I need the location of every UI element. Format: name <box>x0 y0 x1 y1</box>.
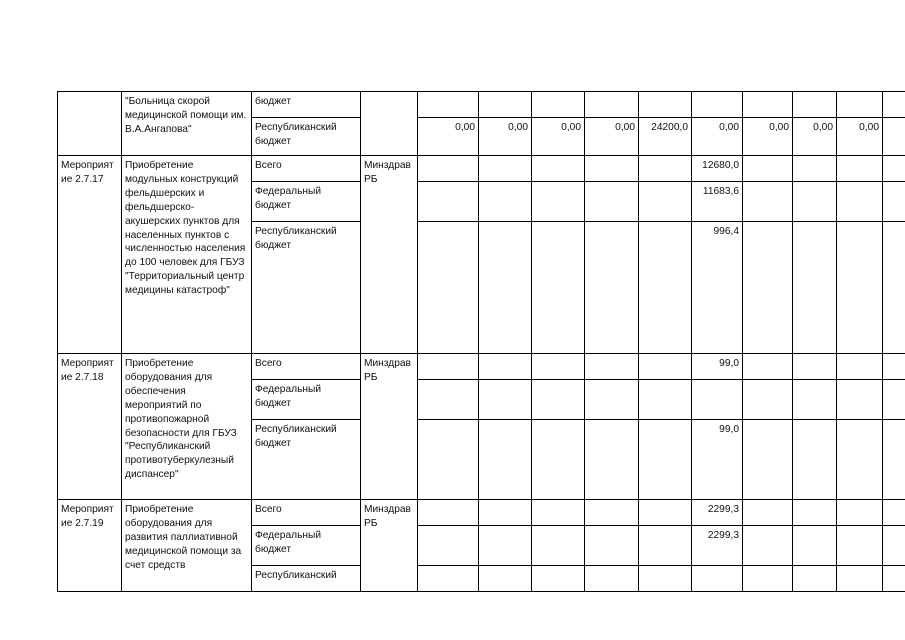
value-cell <box>692 380 743 420</box>
value-cell <box>639 500 692 526</box>
executor-cell: Минздрав РБ <box>361 354 418 500</box>
value-cell <box>793 500 837 526</box>
value-cell <box>585 156 639 182</box>
value-cell <box>479 92 532 118</box>
value-cell <box>585 92 639 118</box>
value-cell <box>883 354 905 380</box>
value-cell <box>883 182 905 222</box>
value-cell <box>743 566 793 592</box>
value-cell <box>639 566 692 592</box>
value-cell <box>639 182 692 222</box>
value-cell <box>532 354 585 380</box>
funding-source-cell: Республиканский <box>252 566 361 592</box>
value-cell <box>585 380 639 420</box>
value-cell <box>585 500 639 526</box>
value-cell <box>418 182 479 222</box>
value-cell: 11683,6 <box>692 182 743 222</box>
value-cell: 99,0 <box>692 354 743 380</box>
value-cell <box>743 92 793 118</box>
value-cell <box>532 156 585 182</box>
value-cell <box>418 420 479 500</box>
budget-table <box>57 91 905 592</box>
table-row <box>58 92 905 118</box>
value-cell <box>793 222 837 354</box>
value-cell <box>532 380 585 420</box>
funding-source-cell: Всего <box>252 156 361 182</box>
measure-title-cell: Приобретение оборудования для развития паллиативной медицинской помощи за счет средств <box>122 500 252 592</box>
value-cell <box>585 354 639 380</box>
funding-source-cell: Федеральный бюджет <box>252 526 361 566</box>
value-cell <box>479 500 532 526</box>
table-row <box>58 156 905 182</box>
value-cell <box>793 182 837 222</box>
value-cell <box>743 420 793 500</box>
funding-source-cell: Федеральный бюджет <box>252 380 361 420</box>
value-cell <box>639 380 692 420</box>
value-cell <box>532 420 585 500</box>
value-cell <box>639 156 692 182</box>
value-cell: 0,00 <box>585 118 639 156</box>
funding-source-cell: Республиканский бюджет <box>252 420 361 500</box>
value-cell <box>837 566 883 592</box>
value-cell <box>479 156 532 182</box>
value-cell: 996,4 <box>692 222 743 354</box>
value-cell: 24200,0 <box>639 118 692 156</box>
table-row <box>58 500 905 526</box>
value-cell <box>837 156 883 182</box>
value-cell <box>585 566 639 592</box>
value-cell <box>837 526 883 566</box>
value-cell: 0,00 <box>532 118 585 156</box>
measure-title-cell: "Больница скорой медицинской помощи им. В.А.Ангапова" <box>122 92 252 156</box>
value-cell <box>793 92 837 118</box>
value-cell <box>883 92 905 118</box>
value-cell <box>883 420 905 500</box>
measure-code-cell: Мероприятие 2.7.17 <box>58 156 122 354</box>
value-cell <box>692 92 743 118</box>
value-cell <box>837 354 883 380</box>
value-cell: 2299,3 <box>692 526 743 566</box>
value-cell <box>883 222 905 354</box>
value-cell: 0,00 <box>743 118 793 156</box>
value-cell: 0,00 <box>837 118 883 156</box>
value-cell <box>585 526 639 566</box>
value-cell <box>532 566 585 592</box>
value-cell <box>479 222 532 354</box>
value-cell <box>479 526 532 566</box>
funding-source-cell: Республиканский бюджет <box>252 118 361 156</box>
value-cell <box>532 526 585 566</box>
value-cell <box>743 354 793 380</box>
value-cell <box>418 156 479 182</box>
value-cell: 0,00 <box>479 118 532 156</box>
funding-source-cell: Всего <box>252 500 361 526</box>
value-cell <box>837 380 883 420</box>
funding-source-cell: бюджет <box>252 92 361 118</box>
value-cell <box>837 182 883 222</box>
value-cell <box>418 526 479 566</box>
value-cell <box>743 526 793 566</box>
value-cell <box>479 420 532 500</box>
value-cell <box>479 380 532 420</box>
funding-source-cell: Республиканский бюджет <box>252 222 361 354</box>
measure-code-cell: Мероприятие 2.7.18 <box>58 354 122 500</box>
value-cell <box>418 500 479 526</box>
value-cell <box>743 156 793 182</box>
value-cell <box>639 222 692 354</box>
value-cell <box>883 380 905 420</box>
value-cell <box>639 92 692 118</box>
value-cell <box>479 566 532 592</box>
value-cell: 99,0 <box>692 420 743 500</box>
value-cell <box>479 354 532 380</box>
value-cell <box>883 566 905 592</box>
value-cell <box>479 182 532 222</box>
table-row <box>58 354 905 380</box>
value-cell: 0,00 <box>418 118 479 156</box>
value-cell <box>639 526 692 566</box>
value-cell: 12680,0 <box>692 156 743 182</box>
executor-cell <box>361 92 418 156</box>
measure-title-cell: Приобретение оборудования для обеспечения мероприятий по противопожарной безопасности для ГБУЗ "Республиканский противотуберкулезный диспансер" <box>122 354 252 500</box>
measure-code-cell <box>58 92 122 156</box>
value-cell <box>692 566 743 592</box>
value-cell <box>883 156 905 182</box>
value-cell: 0,00 <box>692 118 743 156</box>
value-cell <box>532 222 585 354</box>
value-cell <box>418 222 479 354</box>
value-cell <box>837 500 883 526</box>
value-cell: 0,00 <box>793 118 837 156</box>
value-cell <box>793 420 837 500</box>
executor-cell: Минздрав РБ <box>361 500 418 592</box>
value-cell <box>585 420 639 500</box>
value-cell: 2299,3 <box>692 500 743 526</box>
value-cell <box>837 222 883 354</box>
value-cell <box>793 566 837 592</box>
value-cell <box>639 420 692 500</box>
value-cell <box>743 500 793 526</box>
value-cell <box>883 500 905 526</box>
value-cell <box>532 92 585 118</box>
executor-cell: Минздрав РБ <box>361 156 418 354</box>
value-cell <box>743 222 793 354</box>
value-cell <box>743 380 793 420</box>
measure-code-cell: Мероприятие 2.7.19 <box>58 500 122 592</box>
value-cell <box>418 354 479 380</box>
value-cell <box>418 92 479 118</box>
value-cell <box>585 222 639 354</box>
value-cell <box>532 500 585 526</box>
value-cell <box>883 526 905 566</box>
value-cell <box>837 420 883 500</box>
value-cell <box>532 182 585 222</box>
value-cell <box>585 182 639 222</box>
measure-title-cell: Приобретение модульных конструкций фельдшерских и фельдшерско-акушерских пунктов для населенных пунктов с численностью населения до 100 человек для ГБУЗ "Территориальный центр медицины катастроф" <box>122 156 252 354</box>
value-cell <box>793 354 837 380</box>
value-cell <box>418 380 479 420</box>
value-cell <box>418 566 479 592</box>
value-cell <box>837 92 883 118</box>
value-cell <box>883 118 905 156</box>
funding-source-cell: Всего <box>252 354 361 380</box>
value-cell <box>639 354 692 380</box>
value-cell <box>793 156 837 182</box>
value-cell <box>743 182 793 222</box>
value-cell <box>793 380 837 420</box>
value-cell <box>793 526 837 566</box>
funding-source-cell: Федеральный бюджет <box>252 182 361 222</box>
